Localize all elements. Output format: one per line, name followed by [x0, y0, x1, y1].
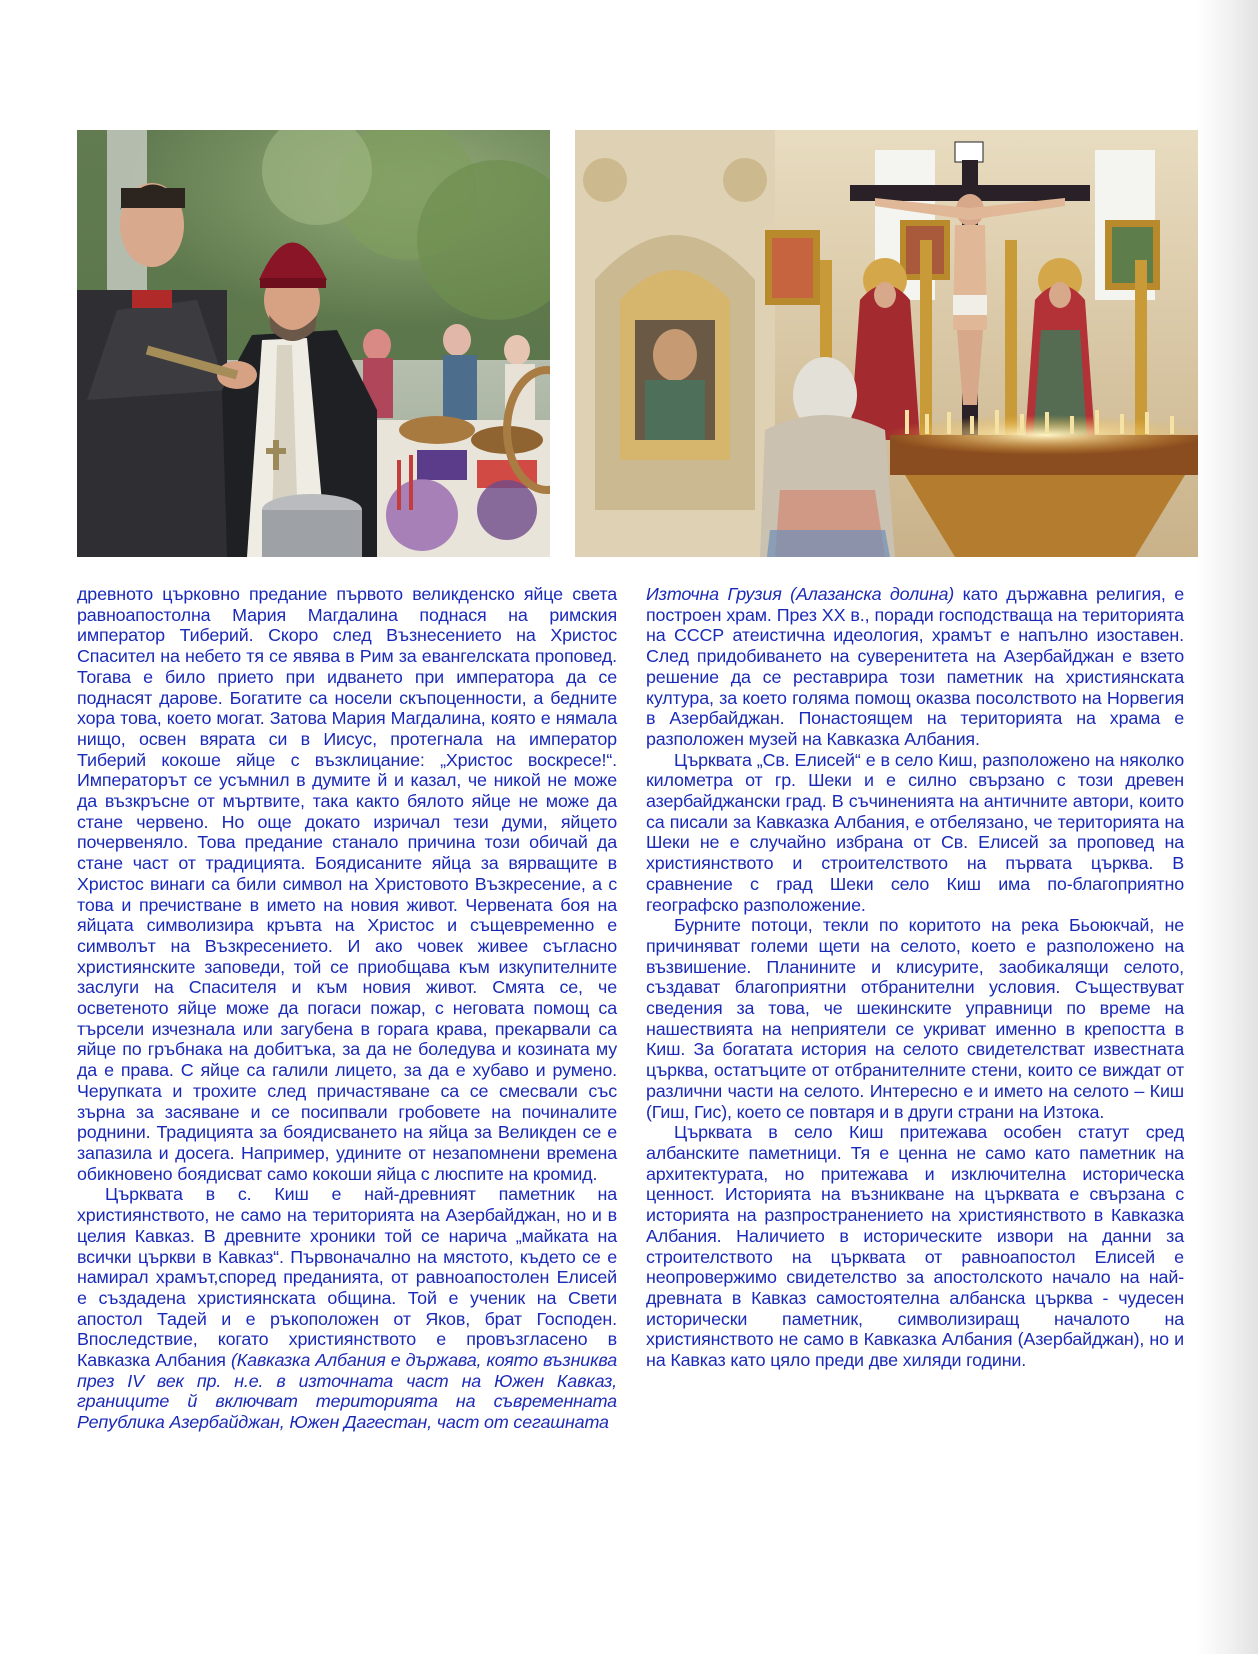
article-paragraph: древното църковно предание първото великденско яйце света равноапостолна Мария Магдалина поднася на римския император Тиберий. Скоро след Възнесението на Христос Спасител на небето тя се явява в Рим за евангелската проповед. Тогава е било прието при идването при императора да се поднасят дарове. Богатите са носели скъпоценности, а бедните хора това, което могат. Затова Мария Магдалина, която е нямала нищо, освен вярата си в Иисус, протегнала на император Тиберий кокоше яйце с възклицание: „Христос воскресе!“. Императорът се усъмнил в думите й и казал, че никой не може да възкръсне от мъртвите, така както бялото яйце не може да стане червено. Но още докато изричал тези думи, яйцето почервеняло. Това предание станало причина този обичай да стане част от традицията. Боядисаните яйца за вярващите в Христос винаги са били символ на Христовото Възкресение, а с това и пречистване в името на новия живот. Червената боя на яйцата символизира кръвта на Христос и същевременно е символът на Възкресението. И ако човек живее съгласно християнските заповеди, той се приобщава към изкупителните заслуги на Спасителя и към новия живот. Смята се, че осветеното яйце може да погаси пожар, с неговата помощ са търсели изчезнала или загубена в горага крава, прекарвали са яйце по гръбнака на добитъка, за да не боледува и козината му да е права. С яйце са галили лицето, за да е хубаво и румено. Черупката и трохите след причастяване са се смесвали със зърна за засяване и се посипвали гробовете на починалите роднини. Традицията за боядисването на яйца за Великден се е запазила и досега. Например, удините от незапомнени времена обикновено боядисват само кокоши яйца с люспите на кромид.: [77, 584, 617, 1184]
article-paragraph: [646, 584, 1184, 750]
photo-easter-blessing: [77, 130, 550, 557]
article-text: като държавна религия, е построен храм. През XX в., поради господстваща на територията на СССР атеистична идеология, храмът е напълно изоставен. След придобиването на суверенитета на Азербайджан е взето решение да се реставрира този паметник на християнската култура, за което голяма помощ оказва посолството на Норвегия в Азербайджан. Понастоящем на територията на храма е разположен музей на Кавказка Албания.: [646, 584, 1184, 749]
article-paragraph: Църквата в село Киш притежава особен статут сред албанските паметници. Тя е ценна не само като паметник на архитектурата, но притежава и изключителна историческа ценност. Историята на възникване на църквата е свързана с историята на разпространението на християнството в Кавказка Албания. Наличието в историческите извори на данни за строителството на църквата от равноапостол Елисей е неопровержимо свидетелство за апостолското начало на най-древната в Кавказ самостоятелна албанска църква - чудесен исторически паметник, символизиращ началото на християнството не само в Кавказка Албания (Азербайджан), но и на Кавказ като цяло преди две хиляди години.: [646, 1122, 1184, 1371]
article-text-italic: (Кавказка Албания е държава, която възниква през IV век пр. н.е. в източната част на Южен Кавказ, границите й включват територията на съвременната Република Азербайджан, Южен Дагестан, част от сегашната: [77, 1350, 617, 1433]
article-text: Църквата в с. Киш е най-древният паметник на християнството, не само на територията на Азербайджан, но и в целия Кавказ. В древните хроники той се нарича „майката на всички църкви в Кавказ“. Първоначално на мястото, където се е намирал храмът,според преданията, от равноапостолен Елисей е създадена християнската община. Той е ученик на Свети апостол Тадей и е ръкоположен от Яков, брат Господен. Впоследствие, когато християнството е провъзгласено в Кавказка Албания: [77, 1184, 617, 1371]
article-paragraph: Църквата „Св. Елисей“ е в село Киш, разположено на няколко километра от гр. Шеки и е силно свързано с този древен азербайджански град. В съчиненията на античните автори, които са писали за Кавказка Албания, е отбелязано, че територията на Шеки не е случайно избрана от Св. Елисей за проповед на християнството и строителството на първата църква. В сравнение с град Шеки село Киш има по-благоприятно географско разположение.: [646, 749, 1184, 915]
article-column-right: [646, 584, 1184, 1371]
article-paragraph: [77, 1184, 617, 1432]
photo-church-interior: [575, 130, 1198, 557]
article-paragraph: Бурните потоци, текли по коритото на река Бьоюкчай, не причиняват големи щети на селото, което е разположено на възвишение. Планините и клисурите, заобикалящи селото, създават благоприятни отбранителни условия. Съществуват сведения за това, че шекинските управници по време на нашествията на неприятели се укриват именно в крепостта в Киш. За богатата история на селото свидетелстват известната църква, остатъците от отбранителните стени, които се виждат от различни части на селото. Интересно е и името на селото – Киш (Гиш, Гис), което се повтаря и в други страни на Изтока.: [646, 915, 1184, 1122]
article-column-left: [77, 584, 617, 1433]
page-edge-shadow: [1196, 0, 1258, 1654]
article-text-italic: Източна Грузия (Алазанска долина): [646, 584, 955, 604]
